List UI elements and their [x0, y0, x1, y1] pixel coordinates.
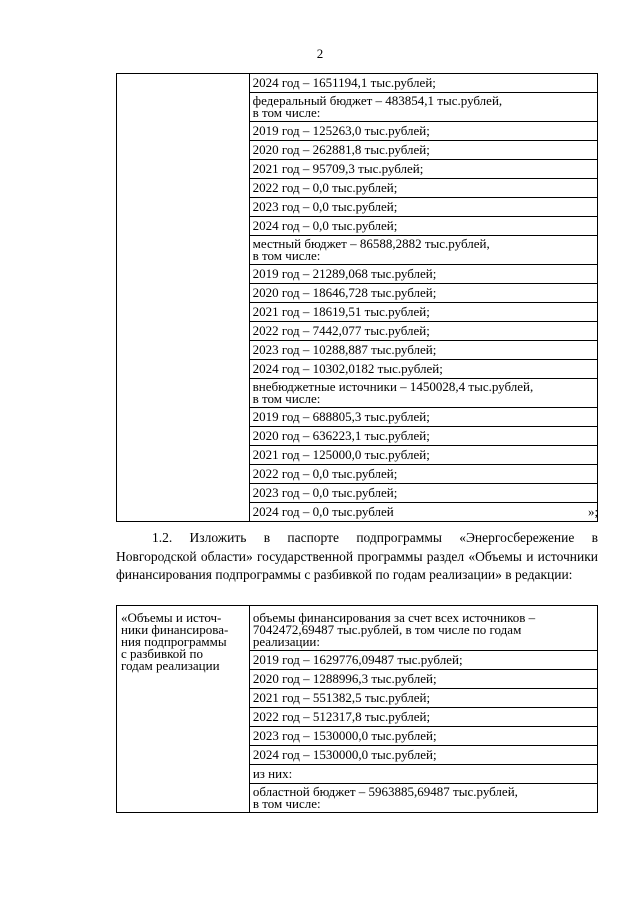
table1-line: 2023 год – 0,0 тыс.рублей;	[250, 484, 597, 503]
table1-line: 2022 год – 0,0 тыс.рублей;	[250, 465, 597, 484]
table2-left-label: «Объемы и источ- ники финансирова- ния подпрограммы с разбивкой по годам реализации	[121, 610, 229, 673]
closing-quote: »;	[588, 504, 599, 519]
table1-line: 2019 год – 125263,0 тыс.рублей;	[250, 122, 597, 141]
table1-line: 2019 год – 688805,3 тыс.рублей;	[250, 408, 597, 427]
table2-line: 2022 год – 512317,8 тыс.рублей;	[250, 708, 597, 727]
table1-line: 2022 год – 7442,077 тыс.рублей;	[250, 322, 597, 341]
table2-line: 2021 год – 551382,5 тыс.рублей;	[250, 689, 597, 708]
table1-line: 2021 год – 95709,3 тыс.рублей;	[250, 160, 597, 179]
table1-line: 2024 год – 0,0 тыс.рублей	[252, 504, 394, 519]
table1-line: внебюджетные источники – 1450028,4 тыс.рублей, в том числе:	[250, 379, 597, 408]
table1-left-cell	[117, 74, 250, 522]
table2-line: областной бюджет – 5963885,69487 тыс.рублей, в том числе:	[252, 784, 518, 811]
table1-line: 2021 год – 18619,51 тыс.рублей;	[250, 303, 597, 322]
table1-line: 2020 год – 18646,728 тыс.рублей;	[250, 284, 597, 303]
table2-line: 2020 год – 1288996,3 тыс.рублей;	[250, 670, 597, 689]
table2-line: объемы финансирования за счет всех источников – 7042472,69487 тыс.рублей, в том числе по годам реализации:	[250, 606, 597, 651]
table1-line: 2019 год – 21289,068 тыс.рублей;	[250, 265, 597, 284]
amendment-paragraph-text: 1.2. Изложить в паспорте подпрограммы «Энергосбережение в Новгородской области» государственной программы раздел «Объемы и источники финансирования подпрограммы с разбивкой по годам реализации» в редакции:	[116, 530, 598, 582]
table1-line: 2024 год – 0,0 тыс.рублей;	[250, 217, 597, 236]
table2-right-cell	[249, 606, 597, 813]
table1-line: 2024 год – 10302,0182 тыс.рублей;	[250, 360, 597, 379]
table1-line: 2021 год – 125000,0 тыс.рублей;	[250, 446, 597, 465]
table1-line: 2020 год – 636223,1 тыс.рублей;	[250, 427, 597, 446]
table1-line: 2024 год – 1651194,1 тыс.рублей;	[250, 74, 597, 93]
table1-right-cell	[249, 74, 597, 522]
table1-line: федеральный бюджет – 483854,1 тыс.рублей, в том числе:	[250, 93, 597, 122]
table1-line: местный бюджет – 86588,2882 тыс.рублей, в том числе:	[250, 236, 597, 265]
table2-left-cell	[117, 606, 250, 813]
page-number: 2	[316, 46, 324, 61]
table2-line: 2024 год – 1530000,0 тыс.рублей;	[250, 746, 597, 765]
table1-line: 2023 год – 0,0 тыс.рублей;	[250, 198, 597, 217]
amendment-paragraph	[116, 529, 598, 585]
table2-line: 2023 год – 1530000,0 тыс.рублей;	[250, 727, 597, 746]
table2-line: 2019 год – 1629776,09487 тыс.рублей;	[250, 651, 597, 670]
table2-line: из них:	[250, 765, 597, 784]
table1-line: 2023 год – 10288,887 тыс.рублей;	[250, 341, 597, 360]
table1-line: 2022 год – 0,0 тыс.рублей;	[250, 179, 597, 198]
table1-line: 2020 год – 262881,8 тыс.рублей;	[250, 141, 597, 160]
funding-table-new	[116, 605, 598, 813]
funding-table-continued	[116, 73, 598, 522]
